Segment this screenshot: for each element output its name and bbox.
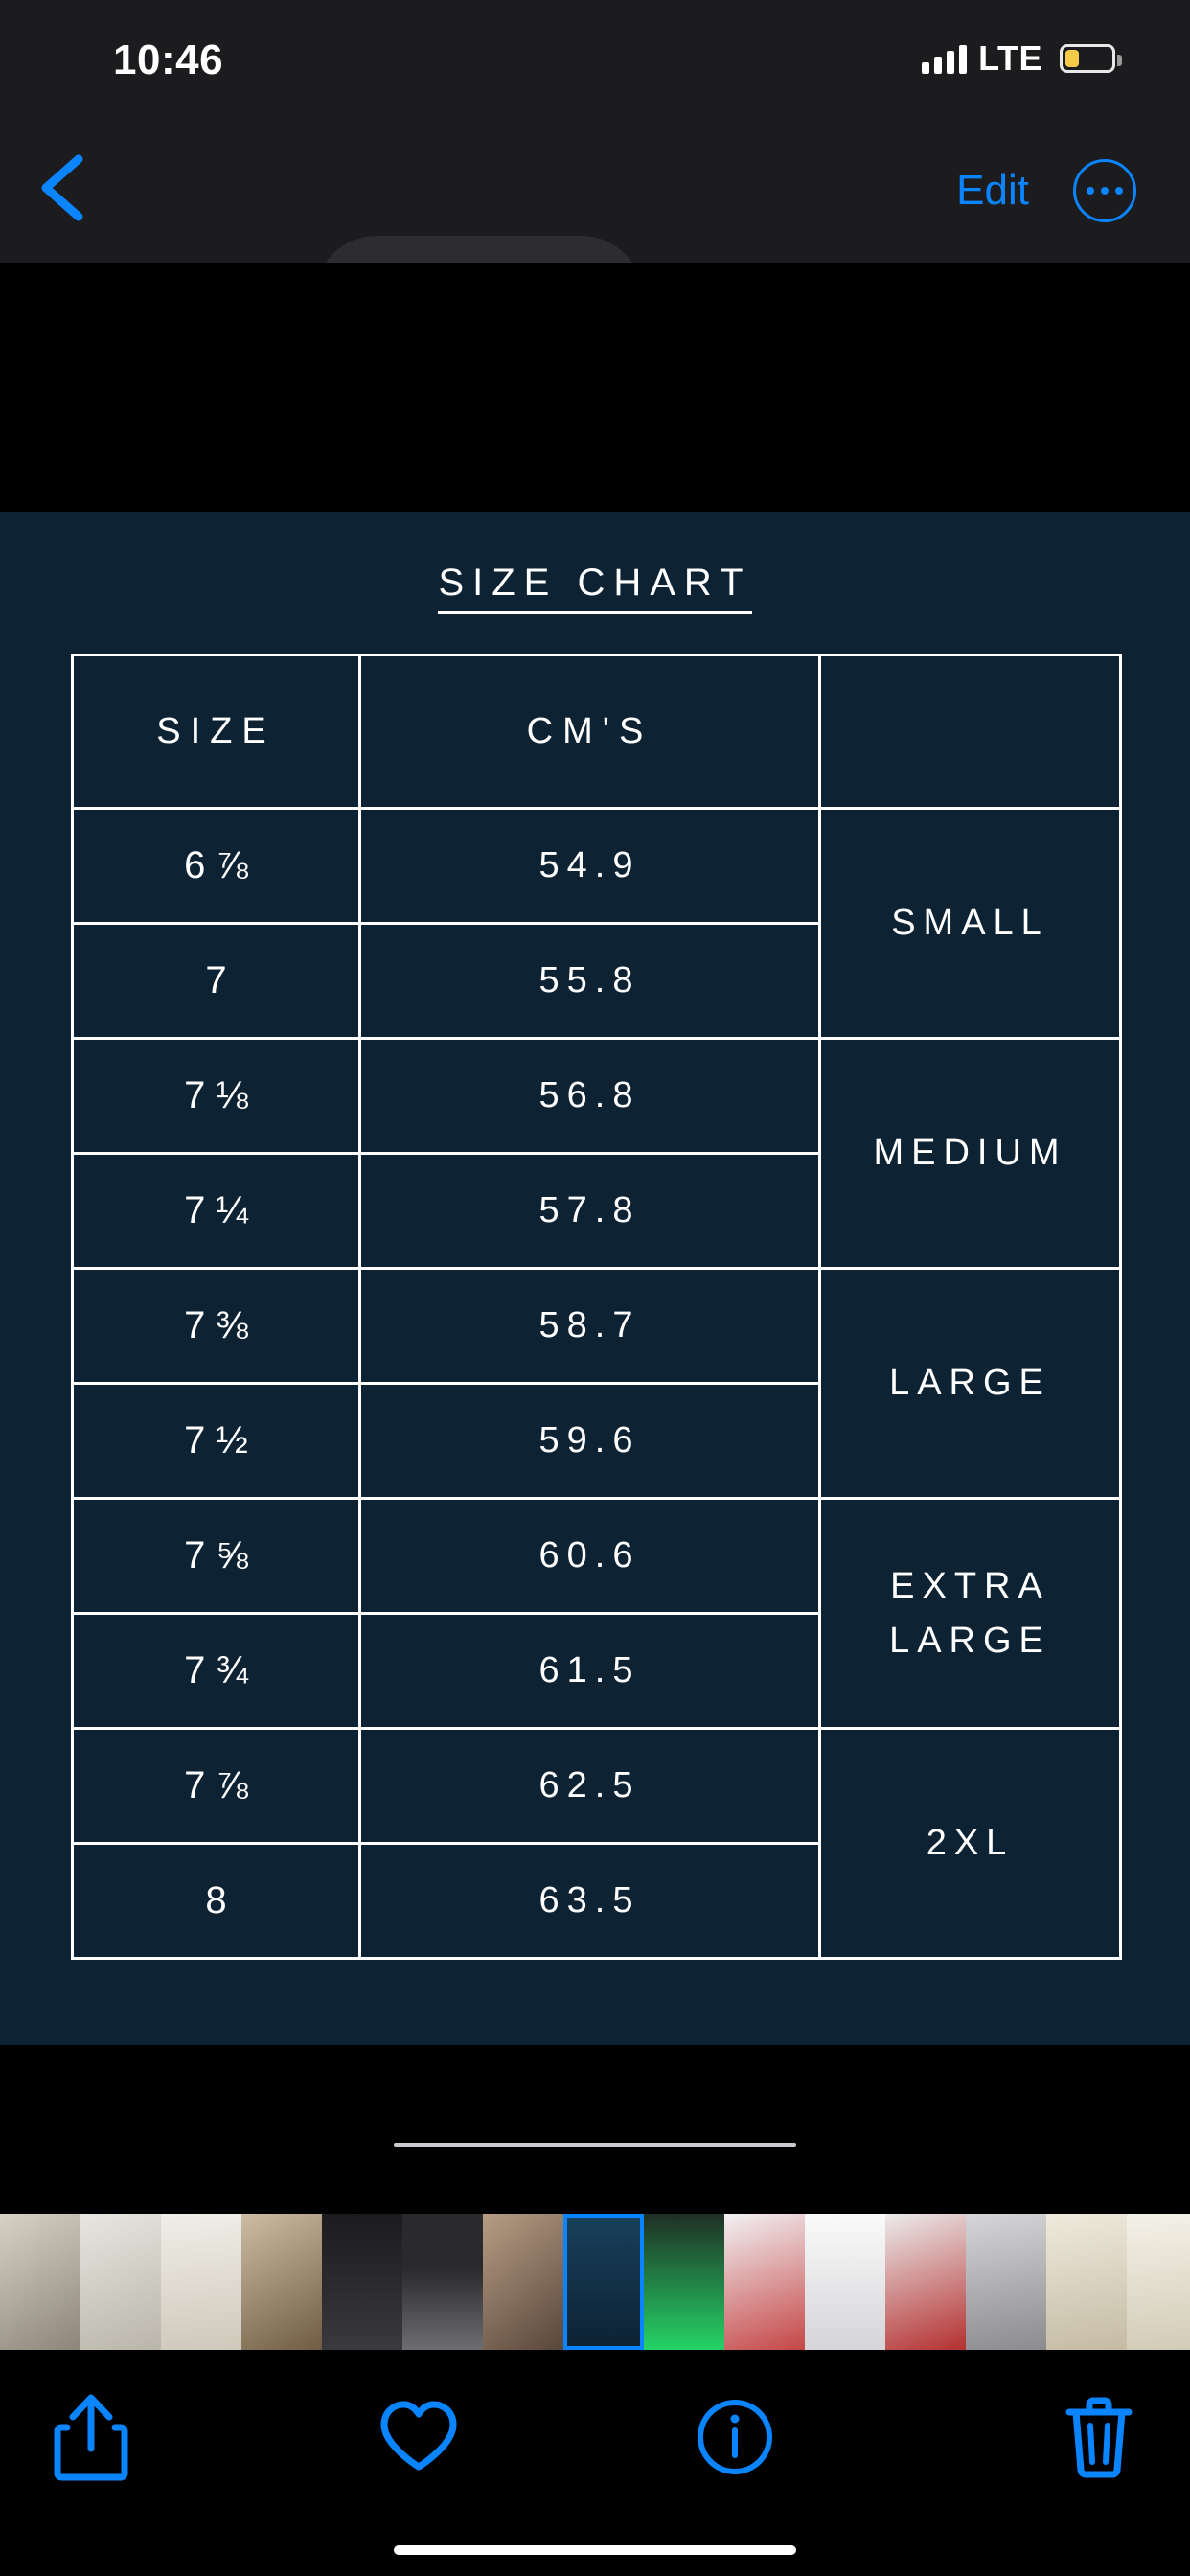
filmstrip-thumbnail[interactable] (483, 2214, 563, 2350)
cell-cm: 54.9 (360, 809, 820, 924)
status-time: 10:46 (113, 36, 224, 83)
filmstrip-thumbnail[interactable] (80, 2214, 161, 2350)
filmstrip-thumbnail[interactable] (1127, 2214, 1190, 2350)
filmstrip-thumbnail[interactable] (805, 2214, 885, 2350)
cell-size: 7 ⅛ (73, 1039, 360, 1154)
photo-filmstrip[interactable] (0, 2214, 1190, 2350)
cell-size: 7 (73, 924, 360, 1039)
cell-size: 7 ⅜ (73, 1269, 360, 1384)
cell-cm: 61.5 (360, 1614, 820, 1729)
status-indicators (922, 38, 1115, 79)
table-row (73, 809, 1121, 924)
cell-category: MEDIUM (820, 1039, 1121, 1269)
cell-size: 7 ⅝ (73, 1499, 360, 1614)
filmstrip-thumbnail[interactable] (1046, 2214, 1127, 2350)
table-row (73, 1039, 1121, 1154)
cell-category: SMALL (820, 809, 1121, 1039)
share-icon[interactable] (38, 2384, 144, 2490)
cell-size: 6 ⅞ (73, 809, 360, 924)
cell-cm: 63.5 (360, 1844, 820, 1959)
status-bar (0, 0, 1190, 113)
filmstrip-thumbnail[interactable] (0, 2214, 80, 2350)
cell-size: 8 (73, 1844, 360, 1959)
edit-button[interactable]: Edit (956, 167, 1029, 214)
cell-size: 7 ⅞ (73, 1729, 360, 1844)
heart-icon[interactable] (366, 2384, 471, 2490)
filmstrip-thumbnail[interactable] (644, 2214, 724, 2350)
filmstrip-thumbnail[interactable] (241, 2214, 322, 2350)
trash-icon[interactable] (1046, 2384, 1152, 2490)
filmstrip-thumbnail[interactable] (322, 2214, 402, 2350)
home-indicator[interactable] (394, 2545, 796, 2555)
cell-category: 2XL (820, 1729, 1121, 1959)
table-row (73, 1499, 1121, 1614)
info-circle-icon[interactable] (682, 2384, 788, 2490)
filmstrip-thumbnail-selected[interactable] (563, 2214, 644, 2350)
column-header-cm: CM'S (360, 656, 820, 809)
cell-cm: 55.8 (360, 924, 820, 1039)
cell-cm: 62.5 (360, 1729, 820, 1844)
chevron-left-icon[interactable] (34, 151, 92, 224)
filmstrip-thumbnail[interactable] (724, 2214, 805, 2350)
chart-title-text: SIZE CHART (438, 562, 751, 614)
cell-cm: 58.7 (360, 1269, 820, 1384)
cell-size: 7 ¾ (73, 1614, 360, 1729)
filmstrip-thumbnail[interactable] (966, 2214, 1046, 2350)
size-chart-image (0, 512, 1190, 2045)
signal-strength-icon (922, 43, 967, 74)
table-header-row (73, 656, 1121, 809)
cell-cm: 57.8 (360, 1154, 820, 1269)
cell-category: LARGE (820, 1269, 1121, 1499)
navigation-bar (0, 113, 1190, 263)
carrier-tech-label: LTE (978, 38, 1042, 78)
battery-icon (1060, 44, 1115, 73)
cell-category: EXTRA LARGE (820, 1499, 1121, 1729)
cell-size: 7 ¼ (73, 1154, 360, 1269)
filmstrip-thumbnail[interactable] (885, 2214, 966, 2350)
photo-viewer[interactable] (0, 263, 1190, 1921)
cell-size: 7 ½ (73, 1384, 360, 1499)
size-chart-table (71, 654, 1122, 1960)
table-row (73, 1269, 1121, 1384)
column-header-size: SIZE (73, 656, 360, 809)
photo-toolbar (0, 2350, 1190, 2522)
cell-cm: 59.6 (360, 1384, 820, 1499)
photo-scrubber-handle[interactable] (394, 2143, 796, 2147)
cell-cm: 60.6 (360, 1499, 820, 1614)
filmstrip-thumbnail[interactable] (161, 2214, 241, 2350)
cell-cm: 56.8 (360, 1039, 820, 1154)
filmstrip-thumbnail[interactable] (402, 2214, 483, 2350)
table-row (73, 1729, 1121, 1844)
column-header-category (820, 656, 1121, 809)
ellipsis-circle-icon[interactable] (1073, 159, 1136, 222)
chart-title (0, 562, 1190, 605)
